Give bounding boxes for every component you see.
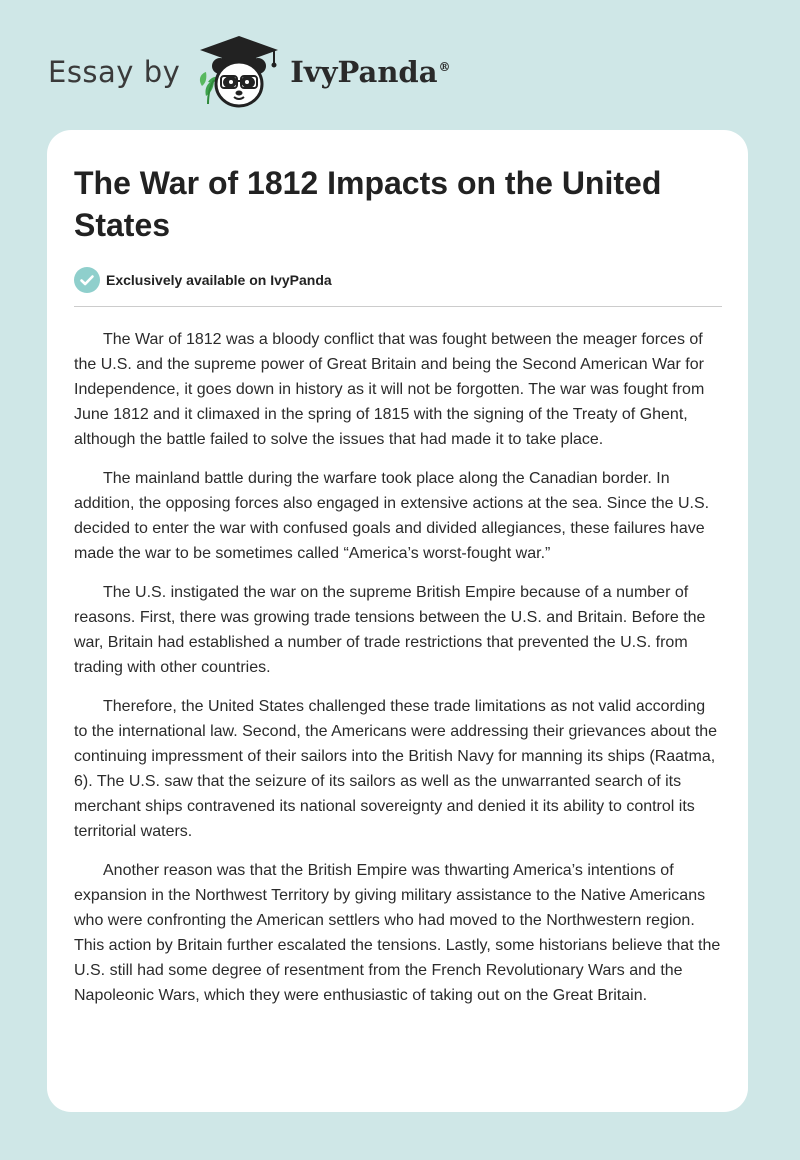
essay-paragraph: Therefore, the United States challenged these trade limitations as not valid according to the international law. Second, the Americans were addressing their grievances about the continuing impressment of their sailors into the British Navy for manning its ships (Raatma, 6). The U.S. saw that the seizure of its sailors as well as the unwarranted search of its merchant ships contravened its national sovereignty and denied it its ability to control its territorial waters. (74, 698, 718, 840)
essay-title: The War of 1812 Impacts on the United States (74, 165, 662, 243)
brand-name[interactable] (290, 55, 450, 89)
site-header (48, 34, 451, 110)
exclusive-badge-text: Exclusively available on IvyPanda (106, 272, 332, 288)
divider (74, 306, 722, 307)
panda-graduate-icon[interactable] (194, 34, 284, 110)
exclusive-badge (74, 266, 722, 294)
registered-mark: ® (438, 60, 451, 75)
essay-card (47, 130, 748, 1112)
essay-paragraph: The U.S. instigated the war on the supreme British Empire because of a number of reasons. First, there was growing trade tensions between the U.S. and Britain. Before the war, Britain had established a number of trade restrictions that prevented the U.S. from trading with other countries. (74, 584, 706, 676)
check-circle-icon (74, 267, 100, 293)
essay-body (74, 327, 722, 1008)
essay-paragraph: The War of 1812 was a bloody conflict that was fought between the meager forces of the U.S. and the supreme power of Great Britain and being the Second American War for Independence, it goes down in history as it will not be forgotten. The war was fought from June 1812 and it climaxed in the spring of 1815 with the signing of the Treaty of Ghent, although the battle failed to solve the issues that had made it to take place. (74, 331, 705, 448)
essay-paragraph: Another reason was that the British Empire was thwarting America’s intentions of expansion in the Northwest Territory by giving military assistance to the Native Americans who were confronting the American settlers who had moved to the Northwestern region. This action by Britain further escalated the tensions. Lastly, some historians believe that the U.S. still had some degree of resentment from the French Revolutionary Wars and the Napoleonic Wars, which they were enthusiastic of taking out on the Great Britain. (74, 862, 721, 1004)
essay-by-label: Essay by (48, 55, 181, 89)
essay-paragraph: The mainland battle during the warfare took place along the Canadian border. In addition, the opposing forces also engaged in extensive actions at the sea. Since the U.S. decided to enter the war with confused goals and divided allegiances, these failures have made the war to be sometimes called “America’s worst-fought war.” (74, 470, 710, 562)
brand-name-text: IvyPanda (290, 55, 438, 89)
